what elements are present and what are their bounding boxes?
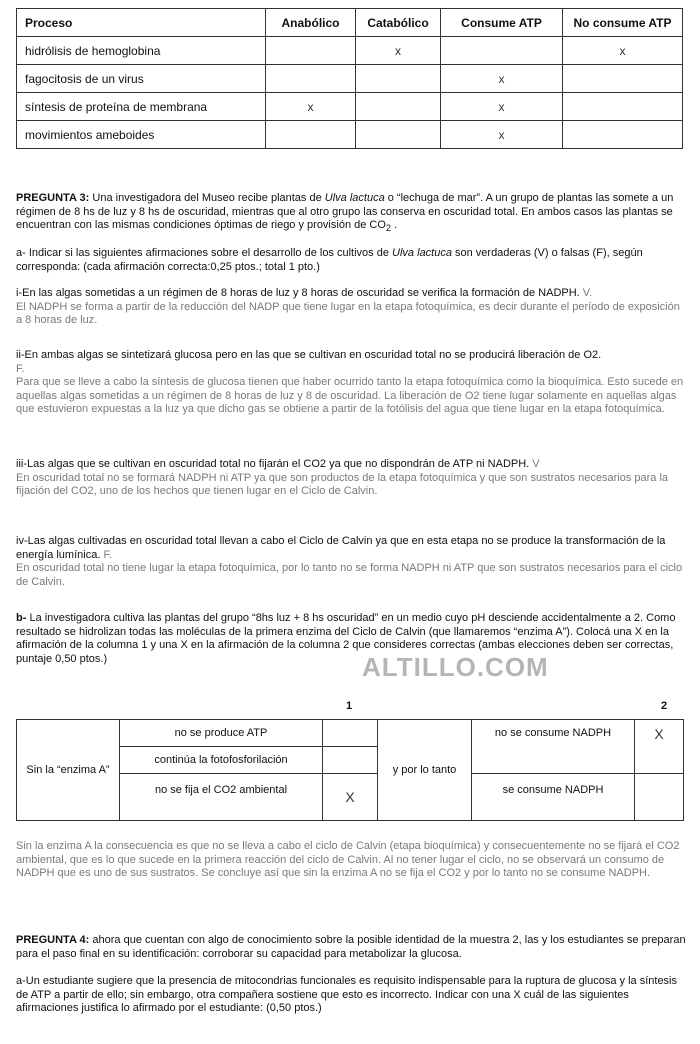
mark-consume: [441, 37, 563, 65]
statement-text: iv-Las algas cultivadas en oscuridad total llevan a cabo el Ciclo de Calvin ya que en esta etapa no se produce la transformación de la energía lumínica.: [16, 535, 666, 561]
statement-iii: [16, 458, 686, 499]
species-name: Ulva lactuca: [324, 192, 385, 204]
statement-answer: F.: [16, 362, 25, 375]
option-left-1: no se produce ATP: [120, 720, 323, 747]
question-4-intro: [16, 934, 686, 961]
column-1-number: 1: [346, 700, 353, 712]
statement-explanation: El NADPH se forma a partir de la reducción del NADP que tiene lugar en la etapa fotoquímica, es decir durante el período de exposición a 8 horas de luz.: [16, 300, 680, 326]
intro-text-b: o “lechuga de mar”. A un grupo de plantas las somete a un régimen de 8 hs de luz y 8 hs de oscuridad, mientras que al otro grupo las conserva en oscuridad total. En ambos casos las plantas se encuentran con las mismas condiciones óptimas de riego y provisión de CO: [16, 192, 674, 231]
part-b-label: b-: [16, 612, 27, 624]
mark-no-consume: [563, 65, 683, 93]
statement-text: ii-En ambas algas se sintetizará glucosa pero en las que se cultivan en oscuridad total no se producirá liberación de O2.: [16, 349, 602, 361]
option-right-2: se consume NADPH: [472, 774, 635, 821]
statement-explanation: En oscuridad total no se formará NADPH ni ATP ya que son productos de la etapa fotoquímica y que son sustratos necesarios para la fijación del CO2, uno de los hechos que tienen lugar en el Ciclo de Calvin.: [16, 471, 669, 497]
mark-catabolico: [356, 65, 441, 93]
question-4-label: PREGUNTA 4:: [16, 934, 90, 946]
header-no-consume-atp: No consume ATP: [563, 9, 683, 37]
statement-explanation: En oscuridad total no tiene lugar la etapa fotoquímica, por lo tanto no se forma NADPH ni ATP que son sustratos necesarios para el ciclo de Calvin.: [16, 562, 683, 588]
intro-text-a: Una investigadora del Museo recibe plantas de: [89, 192, 325, 204]
mark-right-1: X: [635, 720, 684, 774]
mark-anabolico: [266, 37, 356, 65]
intro-text-end: .: [391, 219, 398, 231]
option-right-1: no se consume NADPH: [472, 720, 635, 774]
enzyme-choice-table: [16, 719, 684, 821]
process-name: fagocitosis de un virus: [17, 65, 266, 93]
mark-left-1: [323, 720, 378, 747]
table-row: [17, 121, 683, 149]
question-3a-prompt: [16, 247, 686, 274]
option-left-3: no se fija el CO2 ambiental: [120, 774, 323, 821]
header-anabolico: Anabólico: [266, 9, 356, 37]
prompt-text-a: a- Indicar si las siguientes afirmaciones sobre el desarrollo de los cultivos de: [16, 247, 393, 259]
process-table: [16, 8, 683, 149]
mark-consume: x: [441, 65, 563, 93]
question-3-intro: [16, 192, 686, 236]
process-name: movimientos ameboides: [17, 121, 266, 149]
mark-right-2: [635, 774, 684, 821]
process-name: hidrólisis de hemoglobina: [17, 37, 266, 65]
part-b-text: La investigadora cultiva las plantas del grupo “8hs luz + 8 hs oscuridad” en un medio cuyo pH desciende accidentalmente a 2. Como resultado se hidrolizan todas las moléculas de la primera enzima del Ciclo de Calvin (que llamaremos “enzima A”). Colocá una X en la afirmación de la columna 1 y una X en la afirmación de la columna 2 que consideres correctas (ambas elecciones deben ser correctas, puntaje 0,50 ptos.): [16, 612, 676, 665]
mark-anabolico: [266, 121, 356, 149]
statement-answer: F.: [100, 548, 113, 561]
statement-answer: V.: [579, 287, 593, 299]
mark-catabolico: [356, 93, 441, 121]
table-row: [17, 93, 683, 121]
sin-enzima-label: Sin la “enzima A”: [17, 720, 120, 821]
statement-explanation: Para que se lleve a cabo la síntesis de glucosa tienen que haber ocurrido tanto la etapa fotoquímica como la bioquímica. Esto sucede en aquellas algas sometidas a un régimen de 8 horas de luz y 8 de oscuridad. La liberación de O2 tiene lugar solamente en aquellas algas que estuvieron expuestas a la luz ya que dicho gas se obtiene a partir de la fotólisis del agua que tiene lugar en la etapa fotoquímica.: [16, 376, 684, 415]
statement-i: [16, 287, 686, 328]
question-3-label: PREGUNTA 3:: [16, 192, 90, 204]
mark-no-consume: x: [563, 37, 683, 65]
mark-anabolico: [266, 65, 356, 93]
prompt-text-b: son verdaderas (V) o falsas (F), según corresponda: (cada afirmación correcta:0,25 ptos.; total 1 pto.): [16, 247, 643, 273]
mark-consume: x: [441, 93, 563, 121]
statement-ii: [16, 349, 686, 417]
column-2-number: 2: [661, 700, 668, 712]
question-4a-prompt: a-Un estudiante sugiere que la presencia de mitocondrias funcionales es requisito indispensable para la ruptura de glucosa y la síntesis de ATP a partir de ello; sin embargo, otra compañera sostiene que esto es incorrecto. Indicar con una X cuál de las siguientes afirmaciones justifica lo afirmado por el estudiante: (0,50 ptos.): [16, 975, 678, 1014]
table-row: [17, 37, 683, 65]
option-left-2: continúa la fotofosforilación: [120, 747, 323, 774]
mark-no-consume: [563, 121, 683, 149]
statement-text: i-En las algas sometidas a un régimen de 8 horas de luz y 8 horas de oscuridad se verifica la formación de NADPH.: [16, 287, 580, 299]
table-header-row: [17, 9, 683, 37]
header-consume-atp: Consume ATP: [441, 9, 563, 37]
header-proceso: Proceso: [17, 9, 266, 37]
watermark-logo: ALTILLO.COM: [362, 652, 549, 682]
species-name: Ulva lactuca: [392, 247, 452, 259]
statement-text: iii-Las algas que se cultivan en oscuridad total no fijarán el CO2 ya que no dispondrán de ATP ni NADPH.: [16, 458, 530, 470]
mark-catabolico: x: [356, 37, 441, 65]
table-row: [17, 65, 683, 93]
question-3b-prompt: [16, 612, 686, 666]
mark-catabolico: [356, 121, 441, 149]
part-b-explanation: Sin la enzima A la consecuencia es que no se lleva a cabo el ciclo de Calvin (etapa bioquímica) y consecuentemente no se fijará el CO2 ambiental, que es lo que sucede en la primera reacción del ciclo de Calvin. Al no tener lugar el ciclo, no se observará un consumo de NADPH que es uno de sus sustratos. Se concluye así que sin la enzima A no se fija el CO2 y por lo tanto no se consume NADPH.: [16, 840, 680, 879]
mark-no-consume: [563, 93, 683, 121]
mark-anabolico: x: [266, 93, 356, 121]
question-4-text: ahora que cuentan con algo de conocimiento sobre la posible identidad de la muestra 2, las y los estudiantes se preparan para el paso final en su identificación: corroborar su capacidad para metabolizar la glucosa.: [16, 934, 686, 960]
co2-subscript: 2: [385, 223, 392, 234]
header-catabolico: Catabólico: [356, 9, 441, 37]
mark-left-2: [323, 747, 378, 774]
statement-iv: [16, 535, 686, 589]
process-name: síntesis de proteína de membrana: [17, 93, 266, 121]
mark-consume: x: [441, 121, 563, 149]
middle-connector: y por lo tanto: [378, 720, 472, 821]
statement-answer: V: [529, 458, 540, 470]
mark-left-3: X: [323, 774, 378, 821]
